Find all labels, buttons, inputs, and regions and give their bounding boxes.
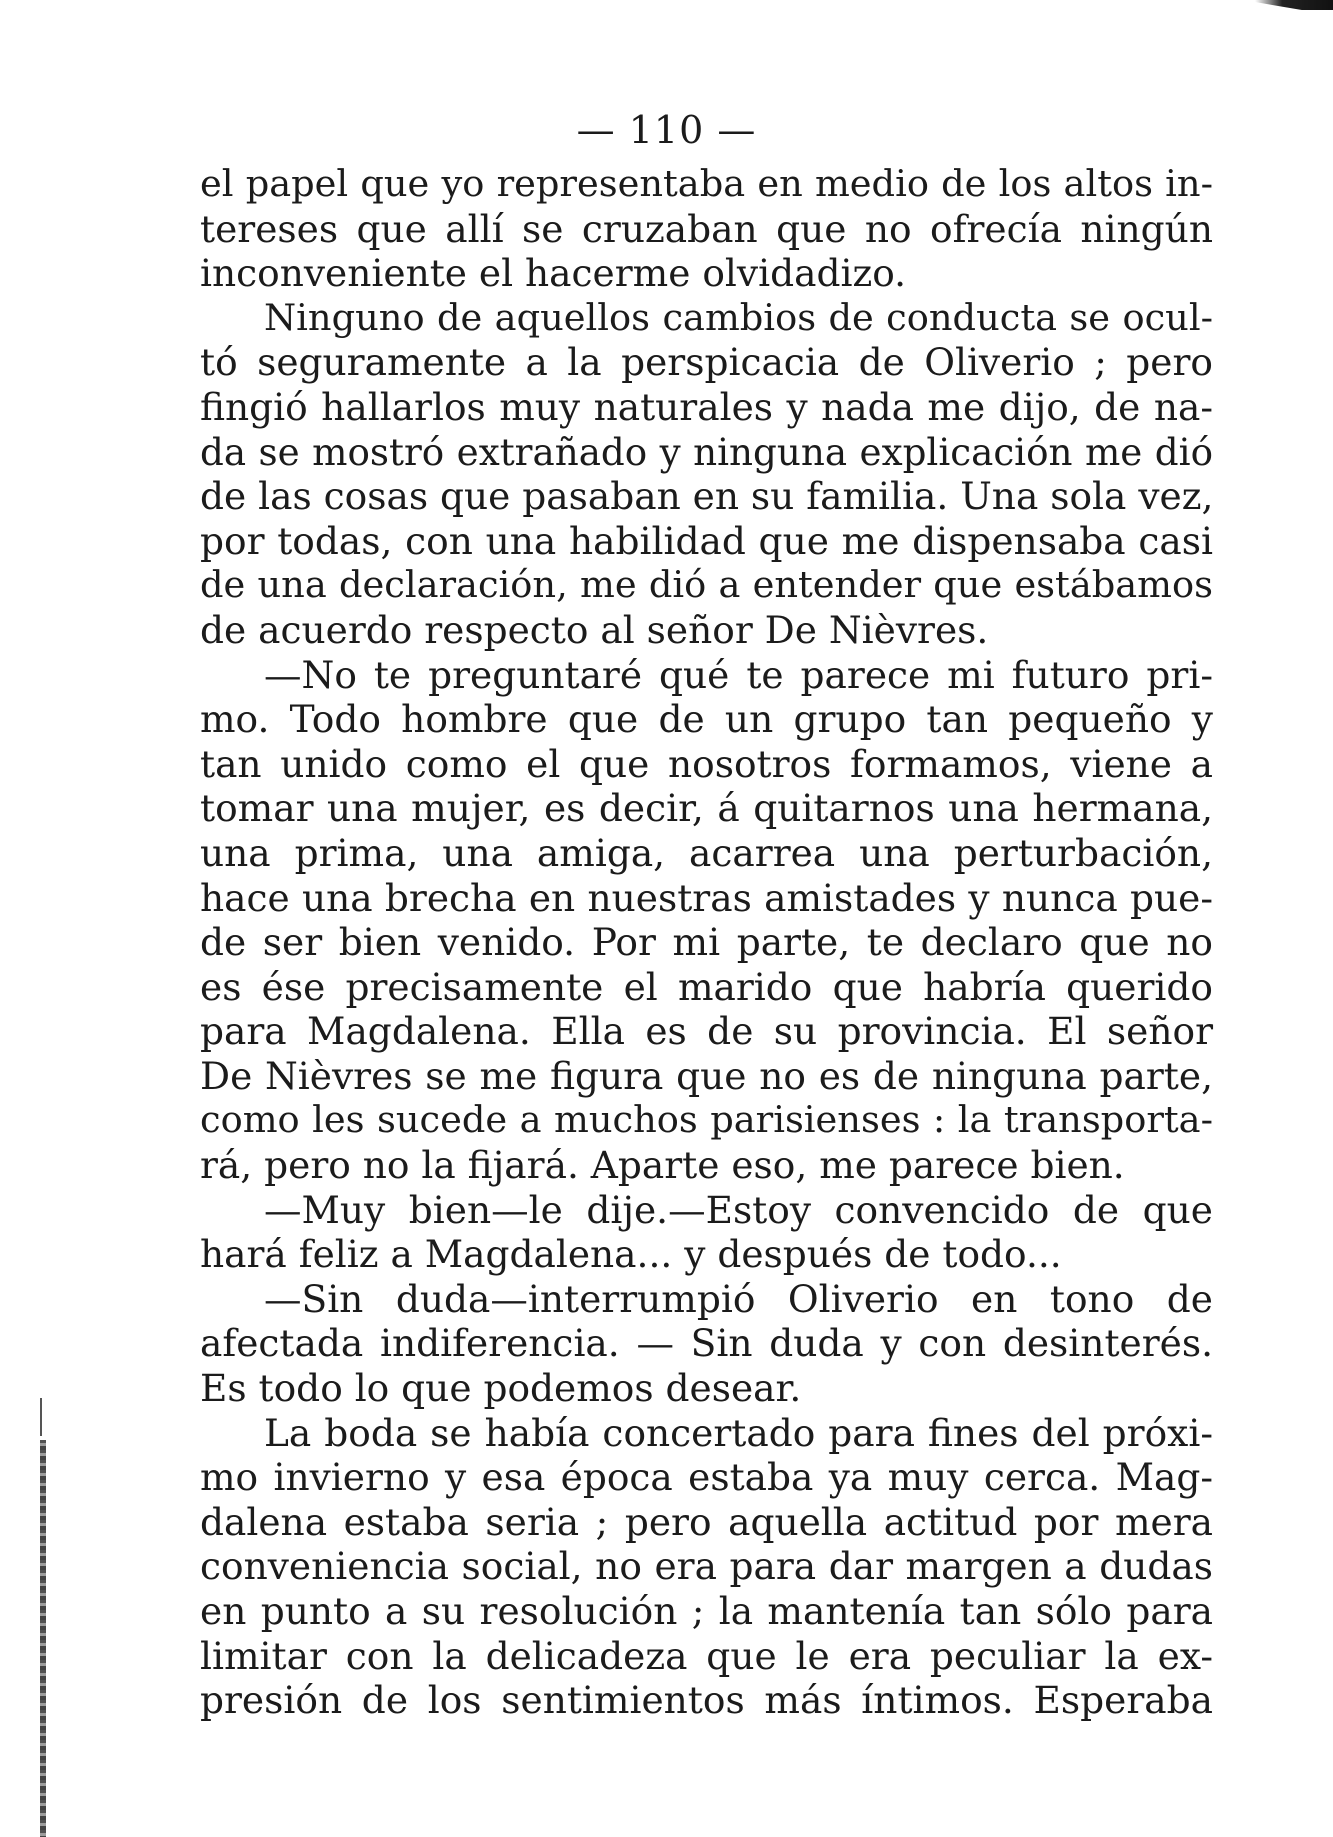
text-line: —Sin duda—interrumpió Oliverio en tono de [264, 1276, 1213, 1321]
text-line: —No te preguntaré qué te parece mi futuro pri- [264, 652, 1213, 697]
text-line: limitar con la delicadeza que le era peculiar la ex- [200, 1633, 1213, 1678]
text-line: es ése precisamente el marido que habría querido [200, 964, 1213, 1009]
text-line: afectada indiferencia. — Sin duda y con desinterés. [200, 1321, 1213, 1366]
text-line: conveniencia social, no era para dar margen a dudas [200, 1544, 1213, 1589]
text-line: da se mostró extrañado y ninguna explicación me dió [200, 429, 1213, 474]
text-line: —Muy bien—le dije.—Estoy convencido de que [264, 1187, 1213, 1232]
text-line: de una declaración, me dió a entender que estábamos [200, 563, 1213, 607]
page-number: — 110 — [576, 108, 757, 152]
text-line: de acuerdo respecto al señor De Nièvres. [200, 607, 989, 652]
text-line: una prima, una amiga, acarrea una perturbación, [200, 830, 1213, 875]
text-line: La boda se había concertado para fines del próxi- [264, 1410, 1213, 1455]
text-line: rá, pero no la fijará. Aparte eso, me parece bien. [200, 1143, 1125, 1188]
body-text [200, 162, 1213, 1723]
text-line: de ser bien venido. Por mi parte, te declaro que no [200, 920, 1213, 965]
text-line: tereses que allí se cruzaban que no ofrecía ningún [200, 206, 1213, 251]
binding-shadow-tick [40, 1398, 42, 1436]
text-line: tomar una mujer, es decir, á quitarnos una hermana, [200, 786, 1213, 831]
text-line: inconveniente el hacerme olvidadizo. [200, 251, 907, 296]
text-line: hará feliz a Magdalena... y después de todo... [200, 1232, 1062, 1277]
text-line: tan unido como el que nosotros formamos, viene a [200, 741, 1213, 786]
text-line: hace una brecha en nuestras amistades y nunca pue- [200, 875, 1213, 920]
text-line: mo. Todo hombre que de un grupo tan pequeño y [200, 697, 1213, 742]
text-line: como les sucede a muchos parisienses : la transporta- [200, 1098, 1213, 1142]
text-line: tó seguramente a la perspicacia de Oliverio ; pero [200, 340, 1213, 385]
corner-ink-mark [1255, 0, 1333, 10]
text-line: dalena estaba seria ; pero aquella actitud por mera [200, 1499, 1213, 1544]
text-line: Ninguno de aquellos cambios de conducta se ocul- [264, 295, 1213, 339]
text-line: el papel que yo representaba en medio de los altos in- [200, 162, 1213, 205]
text-line: Es todo lo que podemos desear. [200, 1366, 802, 1411]
text-line: fingió hallarlos muy naturales y nada me dijo, de na- [200, 384, 1213, 429]
binding-edge-shadow [40, 1440, 46, 1837]
text-line: para Magdalena. Ella es de su provincia. El señor [200, 1009, 1213, 1054]
text-line: De Nièvres se me figura que no es de ninguna parte, [200, 1053, 1213, 1098]
text-line: mo invierno y esa época estaba ya muy cerca. Mag- [200, 1455, 1213, 1500]
text-line: presión de los sentimientos más íntimos. Esperaba [200, 1678, 1213, 1723]
text-line: en punto a su resolución ; la mantenía tan sólo para [200, 1589, 1213, 1633]
text-line: de las cosas que pasaban en su familia. Una sola vez, [200, 474, 1214, 519]
text-line: por todas, con una habilidad que me dispensaba casi [200, 518, 1213, 563]
